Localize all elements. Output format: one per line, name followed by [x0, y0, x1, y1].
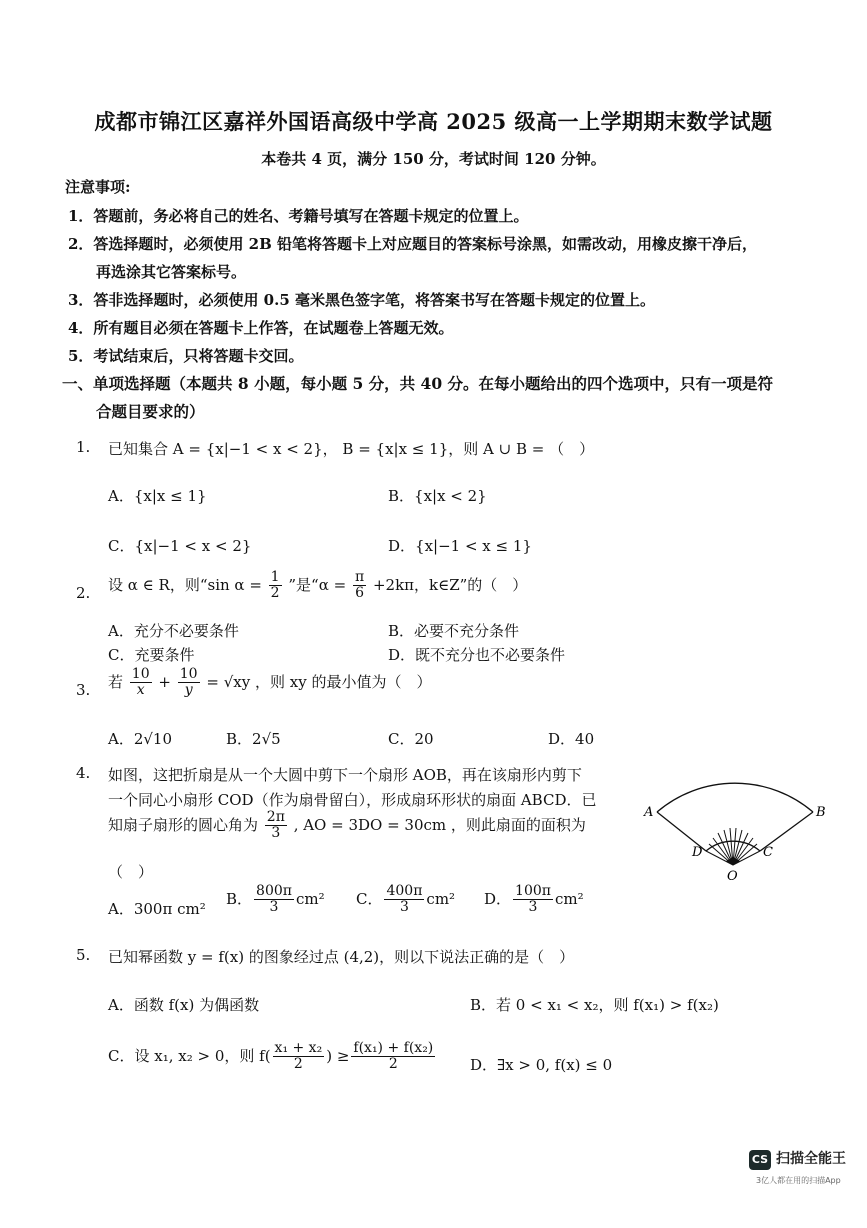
fraction-numerator: x₁ + x₂	[274, 1040, 323, 1056]
question-stem: 已知幂函数 y = f(x) 的图象经过点 (4,2)，则以下说法正确的是（ ）	[108, 948, 575, 966]
fraction	[351, 1041, 435, 1073]
question-stem: 已知集合 A = {x|−1 < x < 2}， B = {x|x ≤ 1}，则 A ∪ B = （ ）	[108, 440, 595, 458]
question-stem-line: 一个同心小扇形 COD（作为扇骨留白），形成扇环形状的扇面 ABCD．已	[108, 791, 597, 809]
option-b: B．{x|x < 2}	[388, 487, 487, 505]
option-c: C．{x|−1 < x < 2}	[108, 537, 252, 555]
stem-text: +2kπ，k∈Z”的（ ）	[372, 575, 528, 594]
option-label: C．设 x₁, x₂ > 0，则 f(	[108, 1046, 271, 1065]
scanner-app-name: 扫描全能王	[776, 1151, 846, 1167]
fraction	[178, 667, 200, 699]
notice-item: 2．答选择题时，必须使用 2B 铅笔将答题卡上对应题目的答案标号涂黑，如需改动，用橡皮擦干净后，	[68, 235, 758, 253]
fraction-numerator: f(x₁) + f(x₂)	[353, 1040, 434, 1056]
option-a: A．充分不必要条件	[108, 622, 239, 640]
fraction-numerator: π	[354, 569, 365, 585]
option-label: C．	[356, 889, 383, 908]
option-b: B．若 0 < x₁ < x₂，则 f(x₁) > f(x₂)	[470, 996, 719, 1014]
fraction-denominator: 3	[271, 825, 281, 842]
unit: cm²	[426, 889, 456, 908]
unit: cm²	[554, 889, 584, 908]
fraction-numerator: 400π	[386, 883, 423, 899]
fan-figure	[630, 760, 830, 885]
fraction-numerator: 10	[131, 666, 150, 682]
page-title: 成都市锦江区嘉祥外国语高级中学高 2025 级高一上学期期末数学试题	[94, 109, 773, 134]
option-label: B．	[226, 889, 253, 908]
stem-text: = √xy ，则 xy 的最小值为（ ）	[206, 672, 432, 691]
inner-arc	[706, 841, 760, 851]
notice-heading: 注意事项:	[65, 178, 131, 196]
fraction-denominator: 2	[293, 1056, 303, 1073]
outer-arc	[657, 783, 813, 812]
fraction-denominator: y	[184, 682, 193, 699]
fraction	[384, 884, 424, 916]
fraction-denominator: 2	[388, 1056, 398, 1073]
scanner-logo-icon: CS	[749, 1150, 771, 1170]
fraction	[254, 884, 294, 916]
option-c: C．充要条件	[108, 646, 195, 664]
fraction	[265, 810, 287, 842]
option-b: B．必要不充分条件	[388, 622, 520, 640]
option-b: B．2√5	[226, 730, 281, 748]
label-B: B	[816, 805, 826, 820]
option-d: D．既不充分也不必要条件	[388, 646, 566, 664]
label-O: O	[727, 869, 738, 884]
section-heading: 一、单项选择题（本题共 8 小题，每小题 5 分，共 40 分。在每小题给出的四个选项中，只有一项是符	[62, 374, 774, 393]
notice-item: 5．考试结束后，只将答题卡交回。	[68, 347, 304, 365]
fraction-denominator: 3	[528, 899, 538, 916]
option-d: D．∃x > 0, f(x) ≤ 0	[470, 1056, 613, 1074]
option-label: D．	[484, 889, 512, 908]
option-c	[356, 884, 455, 916]
notice-item: 3．答非选择题时，必须使用 0.5 毫米黑色签字笔，将答案书写在答题卡规定的位置上。	[68, 291, 655, 309]
fraction-denominator: 2	[270, 585, 280, 602]
stem-text: +	[158, 672, 171, 691]
section-heading-continued: 合题目要求的）	[96, 402, 205, 421]
question-stem	[108, 570, 527, 602]
question-stem-line	[108, 810, 586, 842]
fraction-denominator: 3	[269, 899, 279, 916]
stem-text: , AO = 3DO = 30cm ，则此扇面的面积为	[293, 815, 586, 834]
question-number: 5.	[76, 946, 91, 964]
stem-text: 设 α ∈ R，则“sin α =	[108, 575, 262, 594]
question-stem-line: 如图，这把折扇是从一个大圆中剪下一个扇形 AOB，再在该扇形内剪下	[108, 766, 582, 784]
stem-text: 若	[108, 672, 124, 691]
stem-text: 知扇子扇形的圆心角为	[108, 815, 259, 834]
question-stem-line: （ ）	[108, 863, 154, 881]
fraction-numerator: 800π	[256, 883, 292, 899]
page-subtitle: 本卷共 4 页，满分 150 分，考试时间 120 分钟。	[261, 150, 606, 168]
notice-item: 1．答题前，务必将自己的姓名、考籍号填写在答题卡规定的位置上。	[68, 207, 529, 225]
fraction	[269, 570, 282, 602]
scanner-tagline: 3亿人都在用的扫描App	[756, 1176, 841, 1185]
fraction-numerator: 1	[270, 569, 280, 585]
fraction-denominator: x	[136, 682, 145, 699]
question-number: 4.	[76, 764, 91, 782]
option-b	[226, 884, 325, 916]
fraction	[273, 1041, 325, 1073]
option-a: A．函数 f(x) 为偶函数	[108, 996, 260, 1014]
option-a: A．300π cm²	[108, 900, 206, 918]
unit: cm²	[295, 889, 325, 908]
fraction-numerator: 2π	[266, 809, 285, 825]
option-a: A．{x|x ≤ 1}	[108, 487, 207, 505]
fraction	[130, 667, 152, 699]
label-A: A	[644, 805, 654, 820]
option-a: A．2√10	[108, 730, 173, 748]
fraction	[353, 570, 366, 602]
option-d	[484, 884, 584, 916]
question-stem	[108, 667, 431, 699]
label-D: D	[692, 845, 703, 860]
fraction	[513, 884, 553, 916]
option-text: ) ≥	[326, 1046, 350, 1065]
fraction-denominator: 3	[399, 899, 409, 916]
fraction-denominator: 6	[355, 585, 365, 602]
notice-item-continued: 再选涂其它答案标号。	[96, 263, 247, 281]
option-c: C．20	[388, 730, 434, 748]
question-number: 3.	[76, 681, 91, 699]
option-d: D．{x|−1 < x ≤ 1}	[388, 537, 532, 555]
label-C: C	[763, 845, 773, 860]
option-d: D．40	[548, 730, 595, 748]
question-number: 1.	[76, 438, 91, 456]
fraction-numerator: 100π	[515, 883, 551, 899]
question-number: 2.	[76, 584, 91, 602]
option-c	[108, 1041, 437, 1073]
fraction-numerator: 10	[179, 666, 198, 682]
notice-item: 4．所有题目必须在答题卡上作答，在试题卷上答题无效。	[68, 319, 454, 337]
stem-text: ”是“α =	[288, 575, 347, 594]
